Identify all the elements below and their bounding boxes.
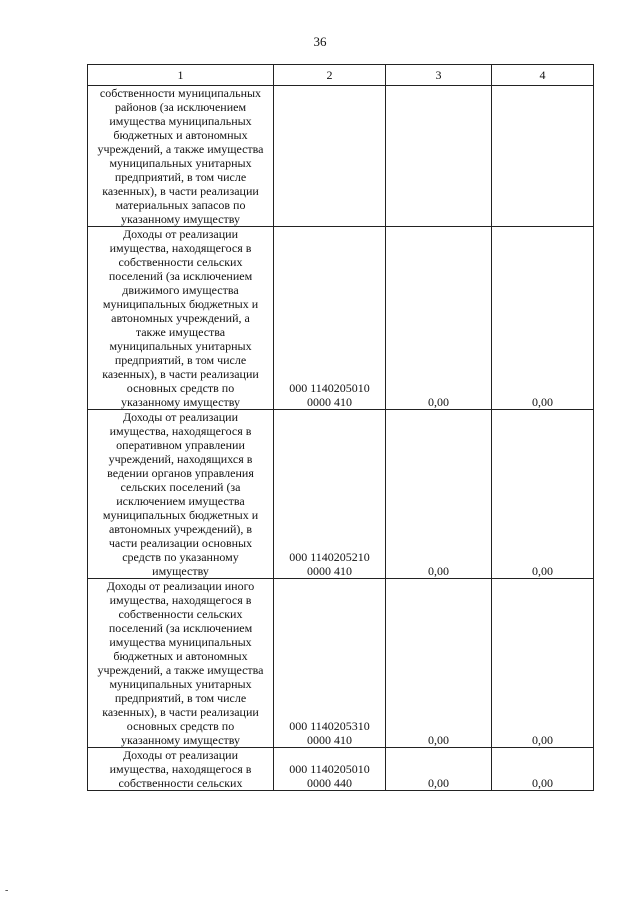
table-row [88, 86, 594, 227]
table-row [88, 579, 594, 748]
header-col-3: 3 [386, 65, 492, 86]
row-value-col4: 0,00 [492, 579, 594, 748]
row-value-col4: 0,00 [492, 227, 594, 410]
row-description: Доходы от реализации иного имущества, находящегося в собственности сельских поселений (за исключением имущества муниципальных бюджетных и автономных учреждений, а также имущества муниципальных унитарных предприятий, в том числе казенных), в части реализации основных средств по указанному имуществу [88, 579, 274, 748]
row-value-col4: 0,00 [492, 410, 594, 579]
row-code: 000 1140205010 0000 410 [274, 227, 386, 410]
row-description: Доходы от реализации имущества, находящегося в оперативном управлении учреждений, находящихся в ведении органов управления сельских поселений (за исключением имущества муниципальных бюджетных и автономных учреждений), в части реализации основных средств по указанному имуществу [88, 410, 274, 579]
row-value-col3: 0,00 [386, 227, 492, 410]
row-description: собственности муниципальных районов (за исключением имущества муниципальных бюджетных и автономных учреждений, а также имущества муниципальных унитарных предприятий, в том числе казенных), в части реализации материальных запасов по указанному имуществу [88, 86, 274, 227]
row-value-col3 [386, 86, 492, 227]
table-row [88, 748, 594, 791]
row-description: Доходы от реализации имущества, находящегося в собственности сельских [88, 748, 274, 791]
table-row [88, 410, 594, 579]
table-row [88, 227, 594, 410]
header-col-4: 4 [492, 65, 594, 86]
row-code: 000 1140205010 0000 440 [274, 748, 386, 791]
footer-mark: - [5, 885, 9, 896]
row-value-col3: 0,00 [386, 410, 492, 579]
header-col-1: 1 [88, 65, 274, 86]
row-value-col4: 0,00 [492, 748, 594, 791]
row-code: 000 1140205310 0000 410 [274, 579, 386, 748]
header-col-2: 2 [274, 65, 386, 86]
row-value-col4 [492, 86, 594, 227]
table-header-row [88, 65, 594, 86]
row-value-col3: 0,00 [386, 579, 492, 748]
row-value-col3: 0,00 [386, 748, 492, 791]
row-description: Доходы от реализации имущества, находящегося в собственности сельских поселений (за исключением движимого имущества муниципальных бюджетных и автономных учреждений, а также имущества муниципальных унитарных предприятий, в том числе казенных), в части реализации основных средств по указанному имуществу [88, 227, 274, 410]
revenue-table [87, 64, 594, 791]
page-number: 36 [313, 34, 327, 49]
row-code: 000 1140205210 0000 410 [274, 410, 386, 579]
row-code [274, 86, 386, 227]
